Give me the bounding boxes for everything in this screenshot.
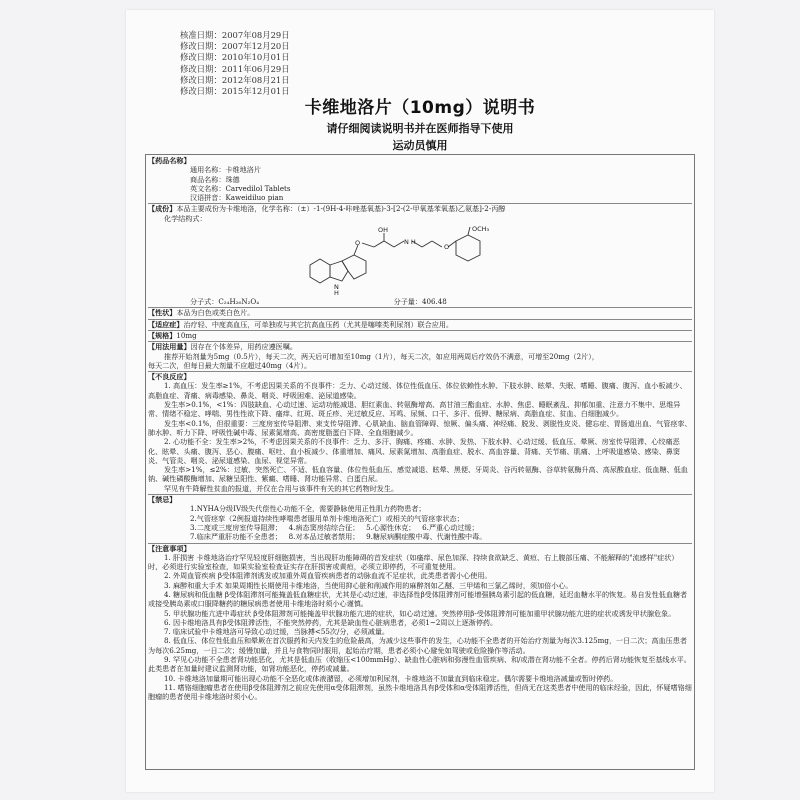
contraindication-item: 1.NYHA分级IV级失代偿性心功能不全，需要静脉使用正性肌力药物患者； xyxy=(190,504,426,514)
structure-label: 化学结构式： xyxy=(164,213,207,223)
contraindication-item: 5.心源性休克； xyxy=(366,522,416,532)
section-drug-name xyxy=(148,156,692,202)
composition-text: 本品主要成份为卡维地洛，化学名称：（±）-1-(9H-4-咔唑基氧基)-3-[2-(2-甲氧基苯氧基)乙氨基]-2-丙醇 xyxy=(176,204,506,214)
dosage-line: 推荐开始剂量为5mg（0.5片），每天二次，两天后可增加至10mg（1片），每天二次，如应用两周后疗效仍不满意，可增至20mg（2片）， xyxy=(164,351,599,361)
carbazole-hydrogen-label: H xyxy=(334,289,339,298)
heading-drug-name: 【药品名称】 xyxy=(148,156,191,165)
generic-name: 通用名称：卡维地洛片 xyxy=(190,165,261,175)
document-title: 卡维地洛片（10mg）说明书 xyxy=(304,98,536,118)
adverse-paragraph: 发生率<0.1%，但很重要：三度房室传导阻滞、束支传导阻滞、心肌缺血、脑血管障碍、惊厥、偏头痛、神经痛、脱发、剥脱性皮炎、健忘症、胃肠道出血、气管痉挛、肺水肿、听力下降、呼吸性碱中毒、尿素氮增高、高密度脂蛋白下降、全血细胞减少。 xyxy=(148,418,692,437)
section-indications xyxy=(148,320,692,329)
english-name: 英文名称：Carvedilol Tablets xyxy=(190,183,291,193)
date-revision: 修改日期：2012年08月21日 xyxy=(180,74,290,85)
precaution-paragraph: 6. 因卡维地洛具有β受体阻滞活性，不能突然停药，尤其是缺血性心脏病患者，必须1~2周以上逐渐停药。 xyxy=(164,617,498,627)
precaution-paragraph: 4. 糖尿病和低血糖 β受体阻滞剂可能掩盖低血糖症状，尤其是心动过速，非选择性β受体阻滞剂可能增强胰岛素引起的低血糖，延迟血糖水平的恢复。易自发性低血糖者或接受胰岛素或口服降糖药的糖尿病患者使用卡维地洛时须小心谨慎。 xyxy=(148,589,688,609)
heading-precautions: 【注意事项】 xyxy=(148,543,191,553)
contraindication-item: 3.二度或三度房室传导阻滞； xyxy=(190,522,282,532)
heading-indications: 【适应症】 xyxy=(148,319,184,329)
precaution-paragraph: 7. 临床试验中卡维地洛可导致心动过缓，当脉搏<55次/分，必须减量。 xyxy=(164,627,390,637)
carbazole-benzene-ring xyxy=(310,259,330,283)
heading-properties: 【性状】 xyxy=(148,308,177,318)
date-approved: 核准日期：2007年08月29日 xyxy=(180,30,290,40)
contraindication-item: 4.病态窦房结综合征； xyxy=(288,522,360,532)
precaution-paragraph: 8. 低血压、体位性低血压和晕厥在首次服药和天内发生的危险最高，为减少这些事件的发生，心功能不全患者的开始治疗剂量为每次3.125mg，一日二次；高血压患者为每次6.25mg，一日二次；缓慢加量，并且与食物同时服用，起始治疗期，患者必须小心避免如驾驶或危险操作等活动。 xyxy=(148,636,687,655)
carbazole-pyrrole-ring xyxy=(330,261,348,281)
precaution-paragraph: 2. 外周血管疾病 β受体阻滞剂诱发或加重外周血管疾病患者的动脉血流不足症状，此类患者需小心使用。 xyxy=(164,571,492,581)
structure-area xyxy=(148,223,692,297)
date-revision: 修改日期：2010年10月01日 xyxy=(180,52,290,63)
precaution-paragraph: 9. 罕见心功能不全患者肾功能恶化，尤其是低血压（收缩压<100mmHg）、缺血性心脏病和弥漫性血管疾病、和/或潜在肾功能不全者。停药后肾功能恢复至基线水平。此类患者在加量时建议监测肾功能，如肾功能恶化，停药或减量。 xyxy=(148,655,691,674)
contraindication-row xyxy=(148,523,692,532)
precaution-paragraph: 10. 卡维地洛加量期可能出现心功能不全恶化或体液潴留，必须增加利尿剂，卡维地洛不加量直到临床稳定。偶尔需要卡维地洛减量或暂时停药。 xyxy=(164,673,618,683)
contraindication-item: 9.糖尿病酮症酸中毒、代谢性酸中毒。 xyxy=(366,532,487,542)
date-revision: 修改日期：2015年12月01日 xyxy=(180,86,290,97)
contraindication-row xyxy=(148,532,692,541)
section-precautions xyxy=(148,544,692,702)
methoxybenzene-ring xyxy=(456,235,480,261)
heading-contraindications: 【禁忌】 xyxy=(148,495,177,505)
adverse-paragraph: 2. 心功能不全：发生率>2%，不考虑因果关系的不良事件：乏力、多汗、胸痛、疼痛、水肿、发热、下肢水肿、心动过缓、低血压、晕厥、房室传导阻滞、心绞痛恶化、眩晕、头痛、腹泻、恶心、腹痛、呕吐、血小板减少、体重增加、痛风、尿素氮增加、高脂血症、脱水、高血容量、背痛、关节痛、肌痛、上呼吸道感染、感染、鼻窦炎、气管炎、咽炎、泌尿道感染、血尿、视觉异常。 xyxy=(148,437,681,465)
adverse-paragraph: 发生率>1%，≤2%：过敏、突然死亡、不适、低血容量、体位性低血压、感觉减退、眩晕、黑便、牙周炎、谷丙转氨酶、谷草转氨酶升高、高尿酸血症、低血糖、低血钠、碱性磷酸酶增加、尿糖呈阳性、紫癜、嗜睡、肾功能异常、白蛋白尿。 xyxy=(148,465,688,484)
hydroxyl-label: OH xyxy=(378,226,389,235)
dosage-intro: 因存在个体差异，用药应遵医嘱。 xyxy=(190,342,297,352)
insert-body xyxy=(148,156,692,702)
trade-name: 商品名称：珠德 xyxy=(190,174,240,184)
adverse-paragraph: 发生率>0.1%，<1%：四肢缺血、心动过速、运动功能减退、胆红素血、转氨酶增高、高甘油三酯血症、水肿、焦虑、睡眠紊乱、抑郁加重、注意力不集中、思维异常、情绪不稳定、哮喘、男性性欲下降、瘙痒、红斑、斑丘疹、光过敏反应、耳鸣、尿频、口干、多汗、低钾、糖尿病、高脂血症、贫血、白细胞减少。 xyxy=(148,400,681,419)
athlete-caution: 运动员慎用 xyxy=(392,139,448,152)
date-revision: 修改日期：2007年12月20日 xyxy=(180,41,290,52)
pinyin-name: 汉语拼音：Kaweidiluo pian xyxy=(190,193,284,203)
adverse-paragraph: 罕见有牛降解性贫血的报道，并仅在合用与该事件有关的其它药物时发生。 xyxy=(164,483,399,493)
section-composition xyxy=(148,204,692,306)
document-subtitle: 请仔细阅读说明书并在医师指导下使用 xyxy=(326,122,514,135)
precaution-paragraph: 3. 麻醉和重大手术 如果周期性长期使用卡维地洛，当使用抑心脏和削减作用的麻醉剂如乙醚、三甲烯和三氯乙烯时，须加倍小心。 xyxy=(164,580,573,590)
section-adverse-reactions xyxy=(148,372,692,493)
contraindication-item: 7.临床严重肝功能不全患者； xyxy=(190,532,282,542)
specification-text: 10mg xyxy=(176,330,197,340)
heading-dosage: 【用法用量】 xyxy=(148,342,191,352)
heading-composition: 【成份】 xyxy=(148,204,177,214)
adverse-paragraph: 1. 高血压：发生率≥1%，不考虑因果关系的不良事件：乏力、心动过缓、体位性低血压、体位依赖性水肿、下肢水肿、眩晕、失眠、嗜睡、腹痛、腹泻、血小板减少、高脂血症、背痛、病毒感染、鼻炎、咽炎、呼吸困难、泌尿道感染。 xyxy=(148,381,687,400)
molecular-formula: 分子式：C₂₄H₂₆N₂O₄ xyxy=(190,297,260,307)
contraindication-item: 6.严重心动过缓； xyxy=(422,522,479,532)
molecular-weight: 分子量：406.48 xyxy=(393,297,447,307)
contraindication-item: 2.气管痉挛（2例报道持续性哮喘患者服用单剂卡维地洛死亡）或相关的气管痉挛状态； xyxy=(190,513,464,523)
methoxy-label: OCH₃ xyxy=(472,225,490,234)
dosage-line: 每天二次，但每日最大剂量不应超过40mg（4片）。 xyxy=(148,360,312,370)
section-contraindications xyxy=(148,495,692,541)
heading-adverse-reactions: 【不良反应】 xyxy=(148,372,191,382)
properties-text: 本品为白色或类白色片。 xyxy=(176,308,255,318)
section-properties xyxy=(148,308,692,317)
precaution-paragraph: 11. 嗜铬细胞瘤患者在使用β受体阻滞剂之前应先使用α受体阻滞剂，虽然卡维地洛具有β受体和α受体阻滞活性，但尚无在这类患者中使用的临床经验，因此，怀疑嗜铬细胞瘤的患者使用卡维地洛时须小心。 xyxy=(148,682,692,702)
date-revision: 修改日期：2011年06月29日 xyxy=(180,63,290,74)
carvedilol-structure-diagram xyxy=(298,225,538,297)
contraindication-item: 8.对本品过敏者禁用； xyxy=(288,532,360,542)
oxygen-label: O xyxy=(444,243,450,252)
precaution-paragraph: 1. 肝损害 卡维地洛治疗罕见轻度肝细胞损害，当出现肝功能障碍的首发症状（如瘙痒、尿色加深、持续食欲缺乏、黄疸、右上腹部压痛、不能解释的"流感样"症状）时，必须进行实验室检查，如果实验室检查证实存在肝损害或黄疸，必须立即停药，不可重复使用。 xyxy=(148,552,679,572)
amine-label: N H xyxy=(404,238,416,247)
revision-dates xyxy=(180,30,290,97)
heading-specification: 【规格】 xyxy=(148,330,177,340)
formula-row xyxy=(148,297,692,306)
section-specification xyxy=(148,331,692,340)
oxygen-label: O xyxy=(355,239,361,248)
section-dosage xyxy=(148,342,692,370)
carbazole-nitrogen-label: N xyxy=(334,283,339,292)
indications-text: 治疗轻、中度高血压，可单独或与其它抗高血压药（尤其是噻嗪类利尿剂）联合应用。 xyxy=(183,319,454,329)
precaution-paragraph: 5. 甲状腺功能亢进中毒症状 β受体阻滞剂可能掩盖甲状腺功能亢进的症状，如心动过速。突然停用β-受体阻滞剂可能加重甲状腺功能亢进的症状或诱发甲状腺危象。 xyxy=(164,608,676,618)
